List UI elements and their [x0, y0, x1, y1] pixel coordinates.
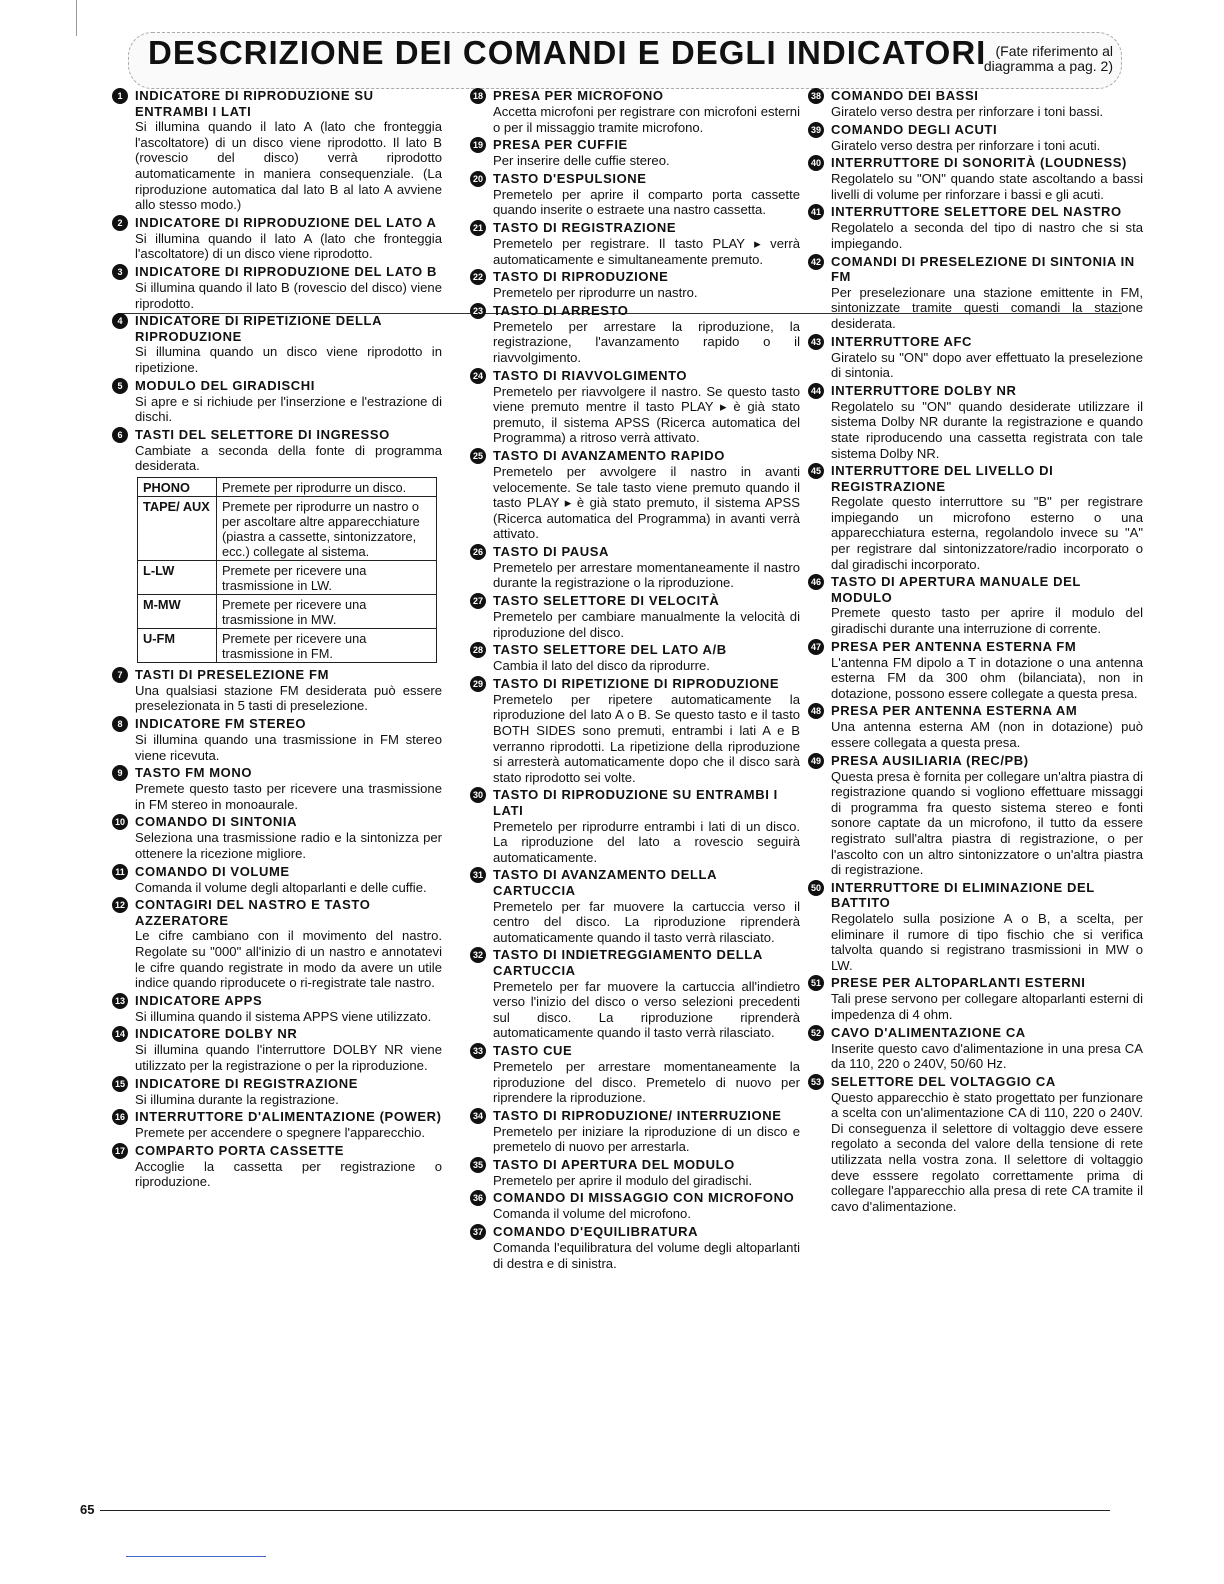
item-number-badge: 1: [112, 88, 128, 104]
entry-heading: [808, 975, 1143, 991]
item-number-badge: 53: [808, 1074, 824, 1090]
entry-heading: [112, 378, 442, 394]
entry-title: INDICATORE DI RIPRODUZIONE DEL LATO B: [135, 263, 437, 279]
item-number-badge: 17: [112, 1143, 128, 1159]
entry-title: SELETTORE DEL VOLTAGGIO CA: [831, 1073, 1056, 1089]
entry-description: Premete questo tasto per aprire il modulo del giradischi durante una interruzione di corrente.: [831, 605, 1143, 637]
entry-heading: [112, 1026, 442, 1042]
entry-title: TASTI DEL SELETTORE DI INGRESSO: [135, 426, 390, 442]
item-number-badge: 38: [808, 88, 824, 104]
entry-heading: [470, 787, 800, 818]
input-source-description: Premete per riprodurre un disco.: [217, 477, 437, 496]
entry-description: Per preselezionare una stazione emittente in FM, sintonizzate tramite questi comandi la stazione desiderata.: [831, 284, 1143, 331]
control-entry: [112, 716, 442, 763]
entry-heading: [470, 220, 800, 236]
entry-description: Premetelo per far muovere la cartuccia all'indietro verso l'inizio del disco o verso selezioni precedenti sul disco. La riproduzione riprenderà automaticamente quando il tasto verrà rilasciato.: [493, 978, 800, 1041]
control-entry: [470, 1043, 800, 1106]
input-selector-row: [138, 477, 437, 496]
entry-title: TASTO DI INDIETREGGIAMENTO DELLA CARTUCCIA: [493, 947, 763, 978]
input-source-key: U-FM: [138, 628, 217, 662]
item-number-badge: 9: [112, 765, 128, 781]
entry-title: TASTO D'ESPULSIONE: [493, 170, 647, 186]
control-entry: [470, 867, 800, 945]
control-entry: [470, 947, 800, 1041]
control-entry: [112, 215, 442, 262]
control-entry: [808, 1074, 1143, 1215]
entry-description: Questa presa è fornita per collegare un'altra piastra di registrazione quando si vogliono effettuare missaggi di programma fra questo sistema stereo e fonti sonore captate da un microfono, il tutto da essere registrato sull'altra piastra di registrazione, o per l'ascolto con un altro sintonizzatore o un'altra piastra di registrazione.: [831, 768, 1143, 878]
entry-heading: [470, 448, 800, 464]
item-number-badge: 2: [112, 215, 128, 231]
control-entry: [470, 303, 800, 366]
entry-heading: [112, 264, 442, 280]
scan-mark: [126, 1556, 266, 1557]
entry-heading: [808, 155, 1143, 171]
entry-heading: [470, 947, 800, 978]
entry-description: Si illumina quando il sistema APPS viene utilizzato.: [135, 1008, 432, 1024]
entry-heading: [112, 1143, 442, 1159]
entry-title: COMANDO DI MISSAGGIO CON MICROFONO: [493, 1190, 795, 1206]
entry-heading: [470, 642, 800, 658]
control-entry: [470, 676, 800, 786]
item-number-badge: 5: [112, 378, 128, 394]
entry-heading: [112, 1076, 442, 1092]
item-number-badge: 6: [112, 427, 128, 443]
entry-description: Si illumina quando un disco viene riprodotto in ripetizione.: [135, 344, 442, 375]
control-entry: [470, 448, 800, 542]
page-header: [120, 22, 1120, 92]
item-number-badge: 44: [808, 383, 824, 399]
entry-heading: [112, 427, 442, 443]
entry-description: Regolatelo a seconda del tipo di nastro che si sta impiegando.: [831, 220, 1143, 251]
entry-title: INTERRUTTORE SELETTORE DEL NASTRO: [831, 204, 1122, 220]
entry-heading: [470, 303, 800, 319]
entry-heading: [112, 897, 442, 928]
control-entry: [470, 137, 800, 169]
entry-description: Una antenna esterna AM (non in dotazione) può essere collegata a questa presa.: [831, 719, 1143, 750]
entry-heading: [470, 867, 800, 898]
control-entry: [470, 171, 800, 218]
entry-description: Regolatelo su "ON" quando state ascoltando a bassi livelli di volume per rinforzare i bassi e gli acuti.: [831, 171, 1143, 202]
item-number-badge: 3: [112, 264, 128, 280]
item-number-badge: 32: [470, 947, 486, 963]
entry-heading: [112, 1109, 442, 1125]
entry-heading: [808, 1074, 1143, 1090]
page-title: DESCRIZIONE DEI COMANDI E DEGLI INDICATORI: [148, 34, 987, 71]
control-entry: [808, 574, 1143, 636]
entry-title: TASTI DI PRESELEZIONE FM: [135, 666, 330, 682]
control-entry: [808, 334, 1143, 381]
input-source-key: L-LW: [138, 560, 217, 594]
control-entry: [808, 975, 1143, 1022]
entry-title: INDICATORE APPS: [135, 992, 263, 1008]
entry-title: COMANDI DI PRESELEZIONE DI SINTONIA IN FM: [831, 253, 1135, 285]
item-number-badge: 19: [470, 137, 486, 153]
control-entry: [470, 642, 800, 674]
entry-description: Si illumina quando il lato A (lato che fronteggia l'ascoltatore) di un disco viene riprodotto.: [135, 230, 442, 262]
item-number-badge: 23: [470, 303, 486, 319]
entry-title: PRESA PER ANTENNA ESTERNA AM: [831, 703, 1078, 719]
entry-description: Comanda il volume del microfono.: [493, 1206, 691, 1222]
control-entry: [470, 1157, 800, 1189]
entry-description: Premetelo per riavvolgere il nastro. Se questo tasto viene premuto mentre il tasto PLAY ▸ è già stato premuto, il sistema APSS (Ricerca automatica del Programma) a ritroso verrà attivato.: [493, 383, 800, 446]
input-source-description: Premete per ricevere una trasmissione in MW.: [217, 594, 437, 628]
item-number-badge: 10: [112, 814, 128, 830]
input-source-description: Premete per ricevere una trasmissione in LW.: [217, 560, 437, 594]
item-number-badge: 31: [470, 867, 486, 883]
item-number-badge: 37: [470, 1224, 486, 1240]
entry-heading: [808, 703, 1143, 719]
control-entry: [470, 787, 800, 865]
item-number-badge: 16: [112, 1109, 128, 1125]
item-number-badge: 51: [808, 975, 824, 991]
entry-heading: [470, 88, 800, 104]
entry-title: TASTO DI APERTURA MANUALE DEL MODULO: [831, 574, 1081, 605]
column-1: [112, 88, 442, 1192]
input-selector-row: [138, 560, 437, 594]
entry-heading: [470, 544, 800, 560]
entry-description: Premetelo per riprodurre entrambi i lati di un disco. La riproduzione del lato a rovescio seguirà automaticamente.: [493, 818, 800, 865]
control-entry: [112, 897, 442, 991]
entry-description: Premetelo per cambiare manualmente la velocità di riproduzione del disco.: [493, 609, 800, 640]
entry-description: Per inserire delle cuffie stereo.: [493, 153, 670, 169]
entry-description: Premetelo per arrestare la riproduzione, la registrazione, l'avanzamento rapido o il riavvolgimento.: [493, 318, 800, 365]
entry-description: Premetelo per aprire il modulo del giradischi.: [493, 1172, 753, 1188]
entry-description: Si illumina quando il lato B (rovescio del disco) viene riprodotto.: [135, 279, 442, 311]
entry-heading: [470, 1190, 800, 1206]
control-entry: [112, 993, 442, 1025]
entry-heading: [112, 814, 442, 830]
entry-title: INDICATORE DI RIPETIZIONE DELLA RIPRODUZIONE: [135, 313, 382, 344]
item-number-badge: 4: [112, 313, 128, 329]
item-number-badge: 22: [470, 269, 486, 285]
control-entry: [112, 765, 442, 812]
entry-heading: [112, 716, 442, 732]
entry-description: Premetelo per avvolgere il nastro in avanti velocemente. Se tale tasto viene premuto quando il tasto PLAY ▸ è già stato premuto, il sistema APSS (Ricerca automatica del Programma) in avanti verrà attivato.: [493, 463, 800, 542]
entry-heading: [470, 593, 800, 609]
entry-heading: [808, 254, 1143, 285]
entry-title: INTERRUTTORE DI ELIMINAZIONE DEL BATTITO: [831, 879, 1095, 911]
entry-title: COMANDO DEGLI ACUTI: [831, 121, 998, 137]
entry-description: Questo apparecchio è stato progettato per funzionare a scelta con un'alimentazione CA di 110, 220 o 240V. Di conseguenza il selettore di voltaggio deve essere regolato a seconda del valore della tensione di rete utilizzata nella vostra zona. Il selettore di voltaggio deve esssere regolato correttamente prima di collegare l'apparecchio alla presa di rete CA tramite il cavo d'alimentazione.: [831, 1089, 1143, 1214]
control-entry: [808, 463, 1143, 572]
control-entry: [112, 427, 442, 663]
entry-description: Regolate questo interruttore su "B" per registrare impiegando un microfono esterno o una apparecchiatura esterna, regolandolo invece su "A" per registrare dal sintonizzatore/radio incorporato o dal giradischi incorporato.: [831, 494, 1143, 572]
entry-title: MODULO DEL GIRADISCHI: [135, 377, 315, 393]
item-number-badge: 11: [112, 864, 128, 880]
control-entry: [470, 88, 800, 135]
entry-description: Regolatelo su "ON" quando desiderate utilizzare il sistema Dolby NR durante la registrazione e quando state riproducendo una cassetta registrata con tale sistema Dolby NR.: [831, 398, 1143, 461]
margin-mark: [76, 0, 77, 36]
control-entry: [808, 753, 1143, 878]
input-source-description: Premete per ricevere una trasmissione in FM.: [217, 628, 437, 662]
item-number-badge: 45: [808, 463, 824, 479]
entry-title: INTERRUTTORE DI SONORITÀ (LOUDNESS): [831, 155, 1127, 171]
entry-description: Si illumina quando il lato A (lato che fronteggia l'ascoltatore) di un disco viene riprodotto. Il lato B (rovescio del disco) verrà riprodotto automaticamente in maniera consequenziale. (La riproduzione automatica dal lato B al lato A avviene allo stesso modo.): [135, 119, 442, 213]
entry-title: TASTO DI RIPRODUZIONE: [493, 269, 669, 285]
entry-heading: [470, 269, 800, 285]
entry-title: PRESA PER ANTENNA ESTERNA FM: [831, 638, 1077, 654]
entry-title: COMANDO DEI BASSI: [831, 88, 979, 103]
item-number-badge: 34: [470, 1108, 486, 1124]
entry-description: Si illumina quando l'interruttore DOLBY NR viene utilizzato per la registrazione o per la riproduzione.: [135, 1042, 442, 1073]
entry-heading: [112, 864, 442, 880]
item-number-badge: 40: [808, 155, 824, 171]
entry-description: Premetelo per arrestare momentaneamente la riproduzione del disco. Premetelo di nuovo per riprendere la riproduzione.: [493, 1058, 800, 1106]
entry-heading: [808, 204, 1143, 220]
entry-description: Comanda l'equilibratura del volume degli altoparlanti di destra e di sinistra.: [493, 1240, 800, 1271]
item-number-badge: 26: [470, 544, 486, 560]
entry-title: INTERRUTTORE DEL LIVELLO DI REGISTRAZIONE: [831, 463, 1054, 494]
entry-heading: [470, 368, 800, 384]
column-2: [470, 88, 800, 1273]
input-selector-row: [138, 496, 437, 560]
entry-heading: [470, 1108, 800, 1124]
control-entry: [470, 1190, 800, 1222]
entry-heading: [808, 383, 1143, 399]
entry-title: PRESA PER MICROFONO: [493, 88, 664, 103]
entry-heading: [470, 171, 800, 187]
entry-description: Premetelo per ripetere automaticamente la riproduzione del lato A o B. Se questo tasto e il tasto BOTH SIDES sono premuti, entrambi i lati A e B verranno riprodotti. La ripetizione della riproduzione si arresterà automaticamente dopo che il disco sarà stato riprodotto sei volte.: [493, 691, 800, 785]
item-number-badge: 8: [112, 716, 128, 732]
item-number-badge: 49: [808, 753, 824, 769]
control-entry: [470, 220, 800, 267]
entry-title: INDICATORE DI RIPRODUZIONE SU ENTRAMBI I LATI: [135, 88, 374, 119]
item-number-badge: 35: [470, 1157, 486, 1173]
entry-title: INDICATORE DOLBY NR: [135, 1026, 298, 1042]
entry-title: INTERRUTTORE AFC: [831, 333, 973, 349]
entry-title: CONTAGIRI DEL NASTRO E TASTO AZZERATORE: [135, 897, 371, 928]
control-entry: [470, 544, 800, 591]
item-number-badge: 28: [470, 642, 486, 658]
control-entry: [470, 1224, 800, 1271]
entry-description: Premetelo per arrestare momentaneamente il nastro durante la registrazione o la riproduzione.: [493, 559, 800, 591]
entry-title: INDICATORE DI REGISTRAZIONE: [135, 1075, 359, 1091]
entry-description: Premetelo per riprodurre un nastro.: [493, 285, 698, 301]
entry-description: Premete per accendere o spegnere l'apparecchio.: [135, 1125, 426, 1141]
item-number-badge: 13: [112, 993, 128, 1009]
control-entry: [808, 204, 1143, 251]
control-entry: [808, 880, 1143, 974]
entry-description: Inserite questo cavo d'alimentazione in una presa CA da 110, 220 o 240V, 50/60 Hz.: [831, 1040, 1143, 1072]
input-source-key: M-MW: [138, 594, 217, 628]
control-entry: [808, 155, 1143, 202]
footer-rule: [100, 1510, 1110, 1511]
entry-description: Premete questo tasto per ricevere una trasmissione in FM stereo in monoaurale.: [135, 781, 442, 812]
control-entry: [112, 1109, 442, 1141]
entry-heading: [470, 1043, 800, 1059]
entry-description: Si apre e si richiude per l'inserzione e l'estrazione di dischi.: [135, 393, 442, 425]
entry-heading: [808, 463, 1143, 494]
entry-description: Accetta microfoni per registrare con microfoni esterni o per il missaggio tramite microfono.: [493, 104, 800, 135]
entry-description: Si illumina quando una trasmissione in FM stereo viene ricevuta.: [135, 732, 442, 763]
item-number-badge: 15: [112, 1076, 128, 1092]
entry-description: Premetelo per far muovere la cartuccia verso il centro del disco. La riproduzione riprenderà automaticamente quando il tasto verrà rilasciato.: [493, 898, 800, 945]
entry-description: Tali prese servono per collegare altoparlanti esterni di impedenza di 4 ohm.: [831, 991, 1143, 1022]
entry-title: INDICATORE DI RIPRODUZIONE DEL LATO A: [135, 214, 437, 230]
control-entry: [470, 269, 800, 301]
control-entry: [112, 864, 442, 896]
item-number-badge: 14: [112, 1026, 128, 1042]
control-entry: [112, 814, 442, 861]
entry-title: TASTO DI REGISTRAZIONE: [493, 219, 677, 235]
entry-heading: [470, 1224, 800, 1240]
item-number-badge: 39: [808, 122, 824, 138]
item-number-badge: 24: [470, 368, 486, 384]
entry-heading: [112, 667, 442, 683]
entry-description: Comanda il volume degli altoparlanti e delle cuffie.: [135, 879, 427, 895]
entry-title: TASTO SELETTORE DI VELOCITÀ: [493, 593, 720, 609]
entry-heading: [470, 137, 800, 153]
input-source-key: TAPE/ AUX: [138, 496, 217, 560]
entry-title: PRESA AUSILIARIA (REC/PB): [831, 752, 1029, 768]
entry-heading: [112, 215, 442, 231]
control-entry: [808, 88, 1143, 120]
entry-heading: [112, 313, 442, 344]
control-entry: [808, 703, 1143, 750]
item-number-badge: 47: [808, 639, 824, 655]
input-source-description: Premete per riprodurre un nastro o per ascoltare altre apparecchiature (piastra a cassette, sintonizzatore, ecc.) collegate al sistema.: [217, 496, 437, 560]
item-number-badge: 50: [808, 880, 824, 896]
control-entry: [112, 313, 442, 375]
entry-title: COMPARTO PORTA CASSETTE: [135, 1142, 345, 1158]
control-entry: [112, 1143, 442, 1190]
item-number-badge: 42: [808, 254, 824, 270]
entry-description: Giratelo verso destra per rinforzare i toni acuti.: [831, 137, 1101, 153]
entry-description: Cambiate a seconda della fonte di programma desiderata.: [135, 442, 442, 474]
entry-heading: [470, 676, 800, 692]
entry-title: INDICATORE FM STEREO: [135, 716, 307, 732]
entry-description: Premetelo per aprire il comparto porta cassette quando inserite o estraete una nastro cassetta.: [493, 186, 800, 218]
entry-title: TASTO CUE: [493, 1042, 573, 1058]
entry-title: TASTO DI RIPRODUZIONE/ INTERRUZIONE: [493, 1107, 782, 1123]
entry-title: TASTO DI RIPETIZIONE DI RIPRODUZIONE: [493, 675, 780, 691]
control-entry: [112, 667, 442, 714]
entry-title: CAVO D'ALIMENTAZIONE CA: [831, 1024, 1026, 1040]
item-number-badge: 12: [112, 897, 128, 913]
control-entry: [112, 88, 442, 213]
entry-heading: [808, 334, 1143, 350]
entry-title: COMANDO DI VOLUME: [135, 863, 290, 879]
entry-title: COMANDO DI SINTONIA: [135, 814, 298, 830]
entry-heading: [808, 88, 1143, 104]
entry-heading: [112, 88, 442, 119]
entry-title: TASTO DI PAUSA: [493, 543, 610, 559]
input-selector-row: [138, 628, 437, 662]
item-number-badge: 20: [470, 171, 486, 187]
entry-title: PRESA PER CUFFIE: [493, 137, 628, 153]
entry-heading: [808, 122, 1143, 138]
entry-title: TASTO DI RIPRODUZIONE SU ENTRAMBI I LATI: [493, 787, 778, 818]
input-selector-table: [137, 477, 437, 663]
item-number-badge: 48: [808, 703, 824, 719]
entry-title: TASTO DI AVANZAMENTO DELLA CARTUCCIA: [493, 867, 717, 898]
entry-title: TASTO DI ARRESTO: [493, 302, 629, 318]
entry-heading: [470, 1157, 800, 1173]
diagram-reference-note: (Fate riferimento al diagramma a pag. 2): [983, 43, 1113, 74]
entry-description: Giratelo verso destra per rinforzare i toni bassi.: [831, 104, 1104, 119]
item-number-badge: 21: [470, 220, 486, 236]
control-entry: [112, 1076, 442, 1108]
item-number-badge: 30: [470, 787, 486, 803]
entry-heading: [808, 574, 1143, 605]
item-number-badge: 27: [470, 593, 486, 609]
entry-description: Premetelo per registrare. Il tasto PLAY ▸ verrà automaticamente e simultaneamente premuto.: [493, 235, 800, 267]
entry-title: TASTO FM MONO: [135, 765, 253, 781]
control-entry: [808, 1025, 1143, 1072]
item-number-badge: 7: [112, 667, 128, 683]
entry-description: Cambia il lato del disco da riprodurre.: [493, 658, 710, 674]
entry-title: TASTO DI AVANZAMENTO RAPIDO: [493, 447, 725, 463]
entry-heading: [808, 753, 1143, 769]
entry-title: INTERRUTTORE DOLBY NR: [831, 382, 1017, 398]
control-entry: [470, 1108, 800, 1155]
control-entry: [470, 593, 800, 640]
entry-heading: [808, 1025, 1143, 1041]
entry-heading: [808, 639, 1143, 655]
entry-title: COMANDO D'EQUILIBRATURA: [493, 1224, 699, 1240]
control-entry: [808, 254, 1143, 332]
entry-title: PRESE PER ALTOPARLANTI ESTERNI: [831, 975, 1086, 991]
item-number-badge: 41: [808, 204, 824, 220]
entry-description: Si illumina durante la registrazione.: [135, 1091, 339, 1107]
control-entry: [808, 639, 1143, 702]
entry-title: TASTO DI APERTURA DEL MODULO: [493, 1156, 735, 1172]
entry-heading: [112, 765, 442, 781]
entry-description: Regolatelo sulla posizione A o B, a scelta, per eliminare il rumore di tipo fischio che si verifica talvolta quando si registrano trasmissioni in MW o LW.: [831, 910, 1143, 973]
entry-description: Seleziona una trasmissione radio e la sintonizza per ottenere la ricezione migliore.: [135, 830, 442, 862]
control-entry: [808, 122, 1143, 154]
column-3: [808, 88, 1143, 1216]
item-number-badge: 25: [470, 448, 486, 464]
item-number-badge: 29: [470, 676, 486, 692]
control-entry: [808, 383, 1143, 461]
input-selector-row: [138, 594, 437, 628]
item-number-badge: 52: [808, 1025, 824, 1041]
entry-heading: [112, 993, 442, 1009]
entry-heading: [808, 880, 1143, 911]
entry-description: Accoglie la cassetta per registrazione o riproduzione.: [135, 1158, 442, 1190]
item-number-badge: 33: [470, 1043, 486, 1059]
item-number-badge: 36: [470, 1190, 486, 1206]
entry-description: Le cifre cambiano con il movimento del nastro. Regolate su "000" all'inizio di un nastro e annotatevi le cifre quando registrate in modo da avere un utile indice quando riproducete o ri-registrate tale nastro.: [135, 928, 442, 991]
control-entry: [470, 368, 800, 446]
input-source-key: PHONO: [138, 477, 217, 496]
page-number: 65: [80, 1502, 95, 1517]
item-number-badge: 18: [470, 88, 486, 104]
item-number-badge: 46: [808, 574, 824, 590]
entry-title: INTERRUTTORE D'ALIMENTAZIONE (POWER): [135, 1109, 442, 1125]
control-entry: [112, 378, 442, 425]
entry-description: L'antenna FM dipolo a T in dotazione o una antenna esterna FM da 300 ohm (bilanciata), non in dotazione, possono essere collegate a questa presa.: [831, 654, 1143, 701]
entry-description: Premetelo per iniziare la riproduzione di un disco e premetelo di nuovo per arrestarla.: [493, 1123, 800, 1155]
control-entry: [112, 1026, 442, 1073]
entry-description: Giratelo su "ON" dopo aver effettuato la preselezione di sintonia.: [831, 349, 1143, 381]
entry-title: TASTO DI RIAVVOLGIMENTO: [493, 367, 688, 383]
entry-title: TASTO SELETTORE DEL LATO A/B: [493, 642, 727, 658]
control-entry: [112, 264, 442, 311]
entry-description: Una qualsiasi stazione FM desiderata può essere preselezionata in 5 tasti di preselezione.: [135, 682, 442, 714]
item-number-badge: 43: [808, 334, 824, 350]
